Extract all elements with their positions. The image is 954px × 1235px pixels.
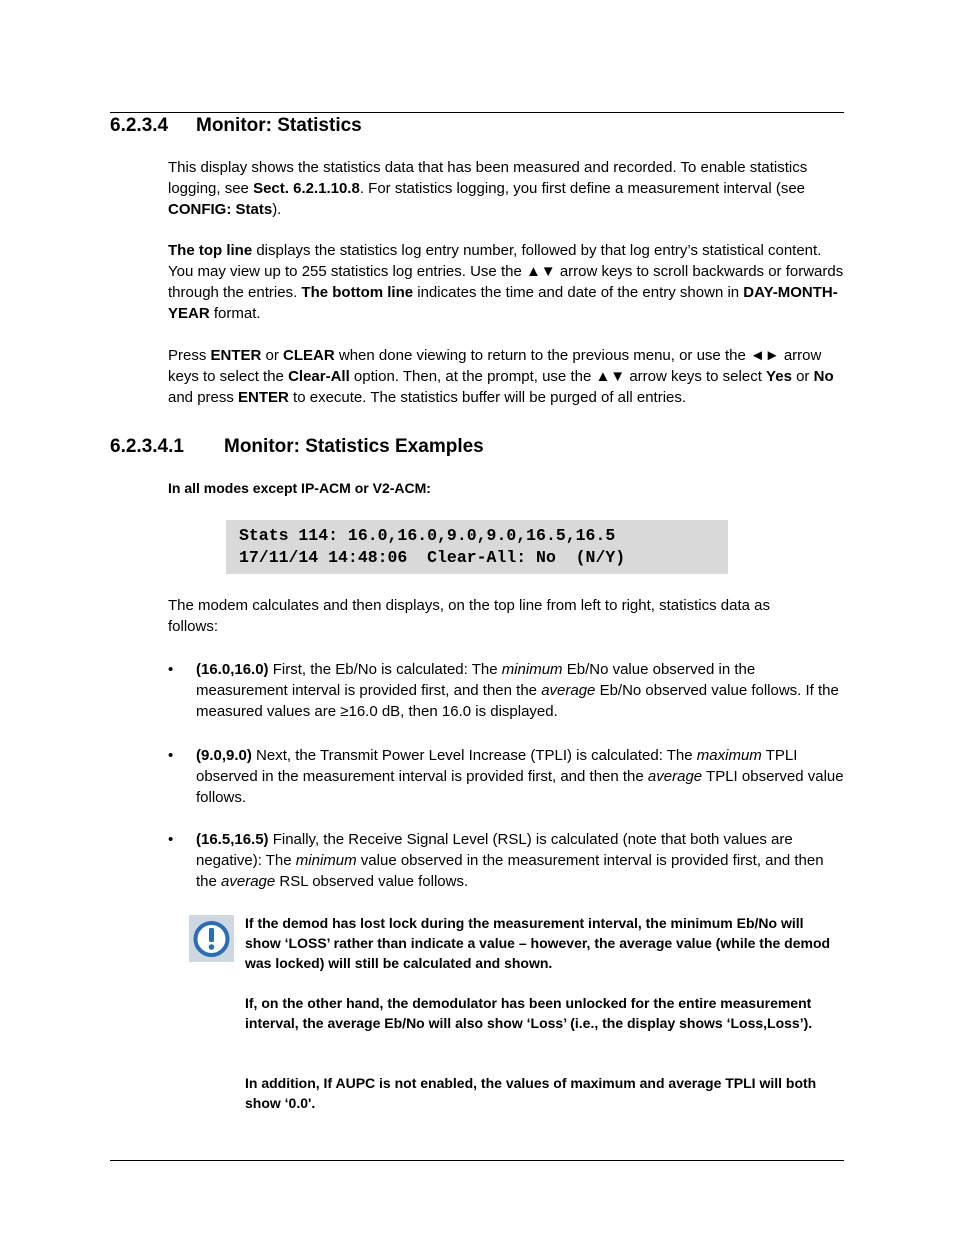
top-rule xyxy=(110,112,844,113)
note-unlocked: If, on the other hand, the demodulator has been unlocked for the entire measurement interval, the average Eb/No will also show ‘Loss’ (i.e., the display shows ‘Loss,Loss’). xyxy=(245,995,813,1031)
subsection-number: 6.2.3.4.1 xyxy=(110,436,184,457)
bullet-dot: • xyxy=(168,661,174,678)
section-title: Monitor: Statistics xyxy=(196,115,362,136)
note-lost-lock: If the demod has lost lock during the measurement interval, the minimum Eb/No will show ‘LOSS’ rather than indicate a value – however, the average value (while the demod was locked) will still be calculated and shown. xyxy=(245,915,831,971)
config-stats-reference: CONFIG: Stats xyxy=(168,201,273,218)
sect-reference: Sect. 6.2.1.10.8 xyxy=(253,180,360,197)
note-icon-box xyxy=(189,915,234,962)
exclamation-circle-icon xyxy=(189,915,234,962)
section-number: 6.2.3.4 xyxy=(110,115,169,136)
display-line-1: Stats 114: 16.0,16.0,9.0,9.0,16.5,16.5 xyxy=(239,526,616,545)
intro-paragraph: This display shows the statistics data that has been measured and recorded. To enable statistics logging, see Sect. 6.2.1.10.8. For statistics logging, you first define a measurement interval (see CONFIG: Stats). xyxy=(168,159,808,218)
calc-paragraph: The modem calculates and then displays, on the top line from left to right, statistics data as follows: xyxy=(168,597,770,635)
mode-label: In all modes except IP-ACM or V2-ACM: xyxy=(168,480,431,496)
bullet-dot: • xyxy=(168,747,174,764)
top-line-paragraph: The top line displays the statistics log entry number, followed by that log entry’s statistical content. You may view up to 255 statistics log entries. Use the ▲▼ arrow keys to scroll backwards or forwards through the entries. The bottom line indicates the time and date of the entry shown in DAY-MONTH-YEAR format. xyxy=(168,242,844,322)
bullet-dot: • xyxy=(168,831,174,848)
front-panel-display xyxy=(226,520,728,574)
enter-clear-paragraph: Press ENTER or CLEAR when done viewing to return to the previous menu, or use the ◄► arrow keys to select the Clear-All option. Then, at the prompt, use the ▲▼ arrow keys to select Yes or No and press ENTER to execute. The statistics buffer will be purged of all entries. xyxy=(168,347,834,406)
bullet-tpli: (9.0,9.0) Next, the Transmit Power Level Increase (TPLI) is calculated: The maximum TPLI observed in the measurement interval is provided first, and then the average TPLI observed value follows. xyxy=(196,747,844,806)
bullet-rsl: (16.5,16.5) Finally, the Receive Signal Level (RSL) is calculated (note that both values are negative): The minimum value observed in the measurement interval is provided first, and then the average RSL observed value follows. xyxy=(196,831,824,890)
note-aupc: In addition, If AUPC is not enabled, the values of maximum and average TPLI will both show ‘0.0'. xyxy=(245,1075,817,1111)
subsection-title: Monitor: Statistics Examples xyxy=(224,436,484,457)
bottom-rule xyxy=(110,1160,844,1161)
display-line-2: 17/11/14 14:48:06 Clear-All: No (N/Y) xyxy=(239,548,626,567)
bullet-ebno: (16.0,16.0) First, the Eb/No is calculated: The minimum Eb/No value observed in the measurement interval is provided first, and then the average Eb/No observed value follows. If the measured values are ≥16.0 dB, then 16.0 is displayed. xyxy=(196,661,839,720)
